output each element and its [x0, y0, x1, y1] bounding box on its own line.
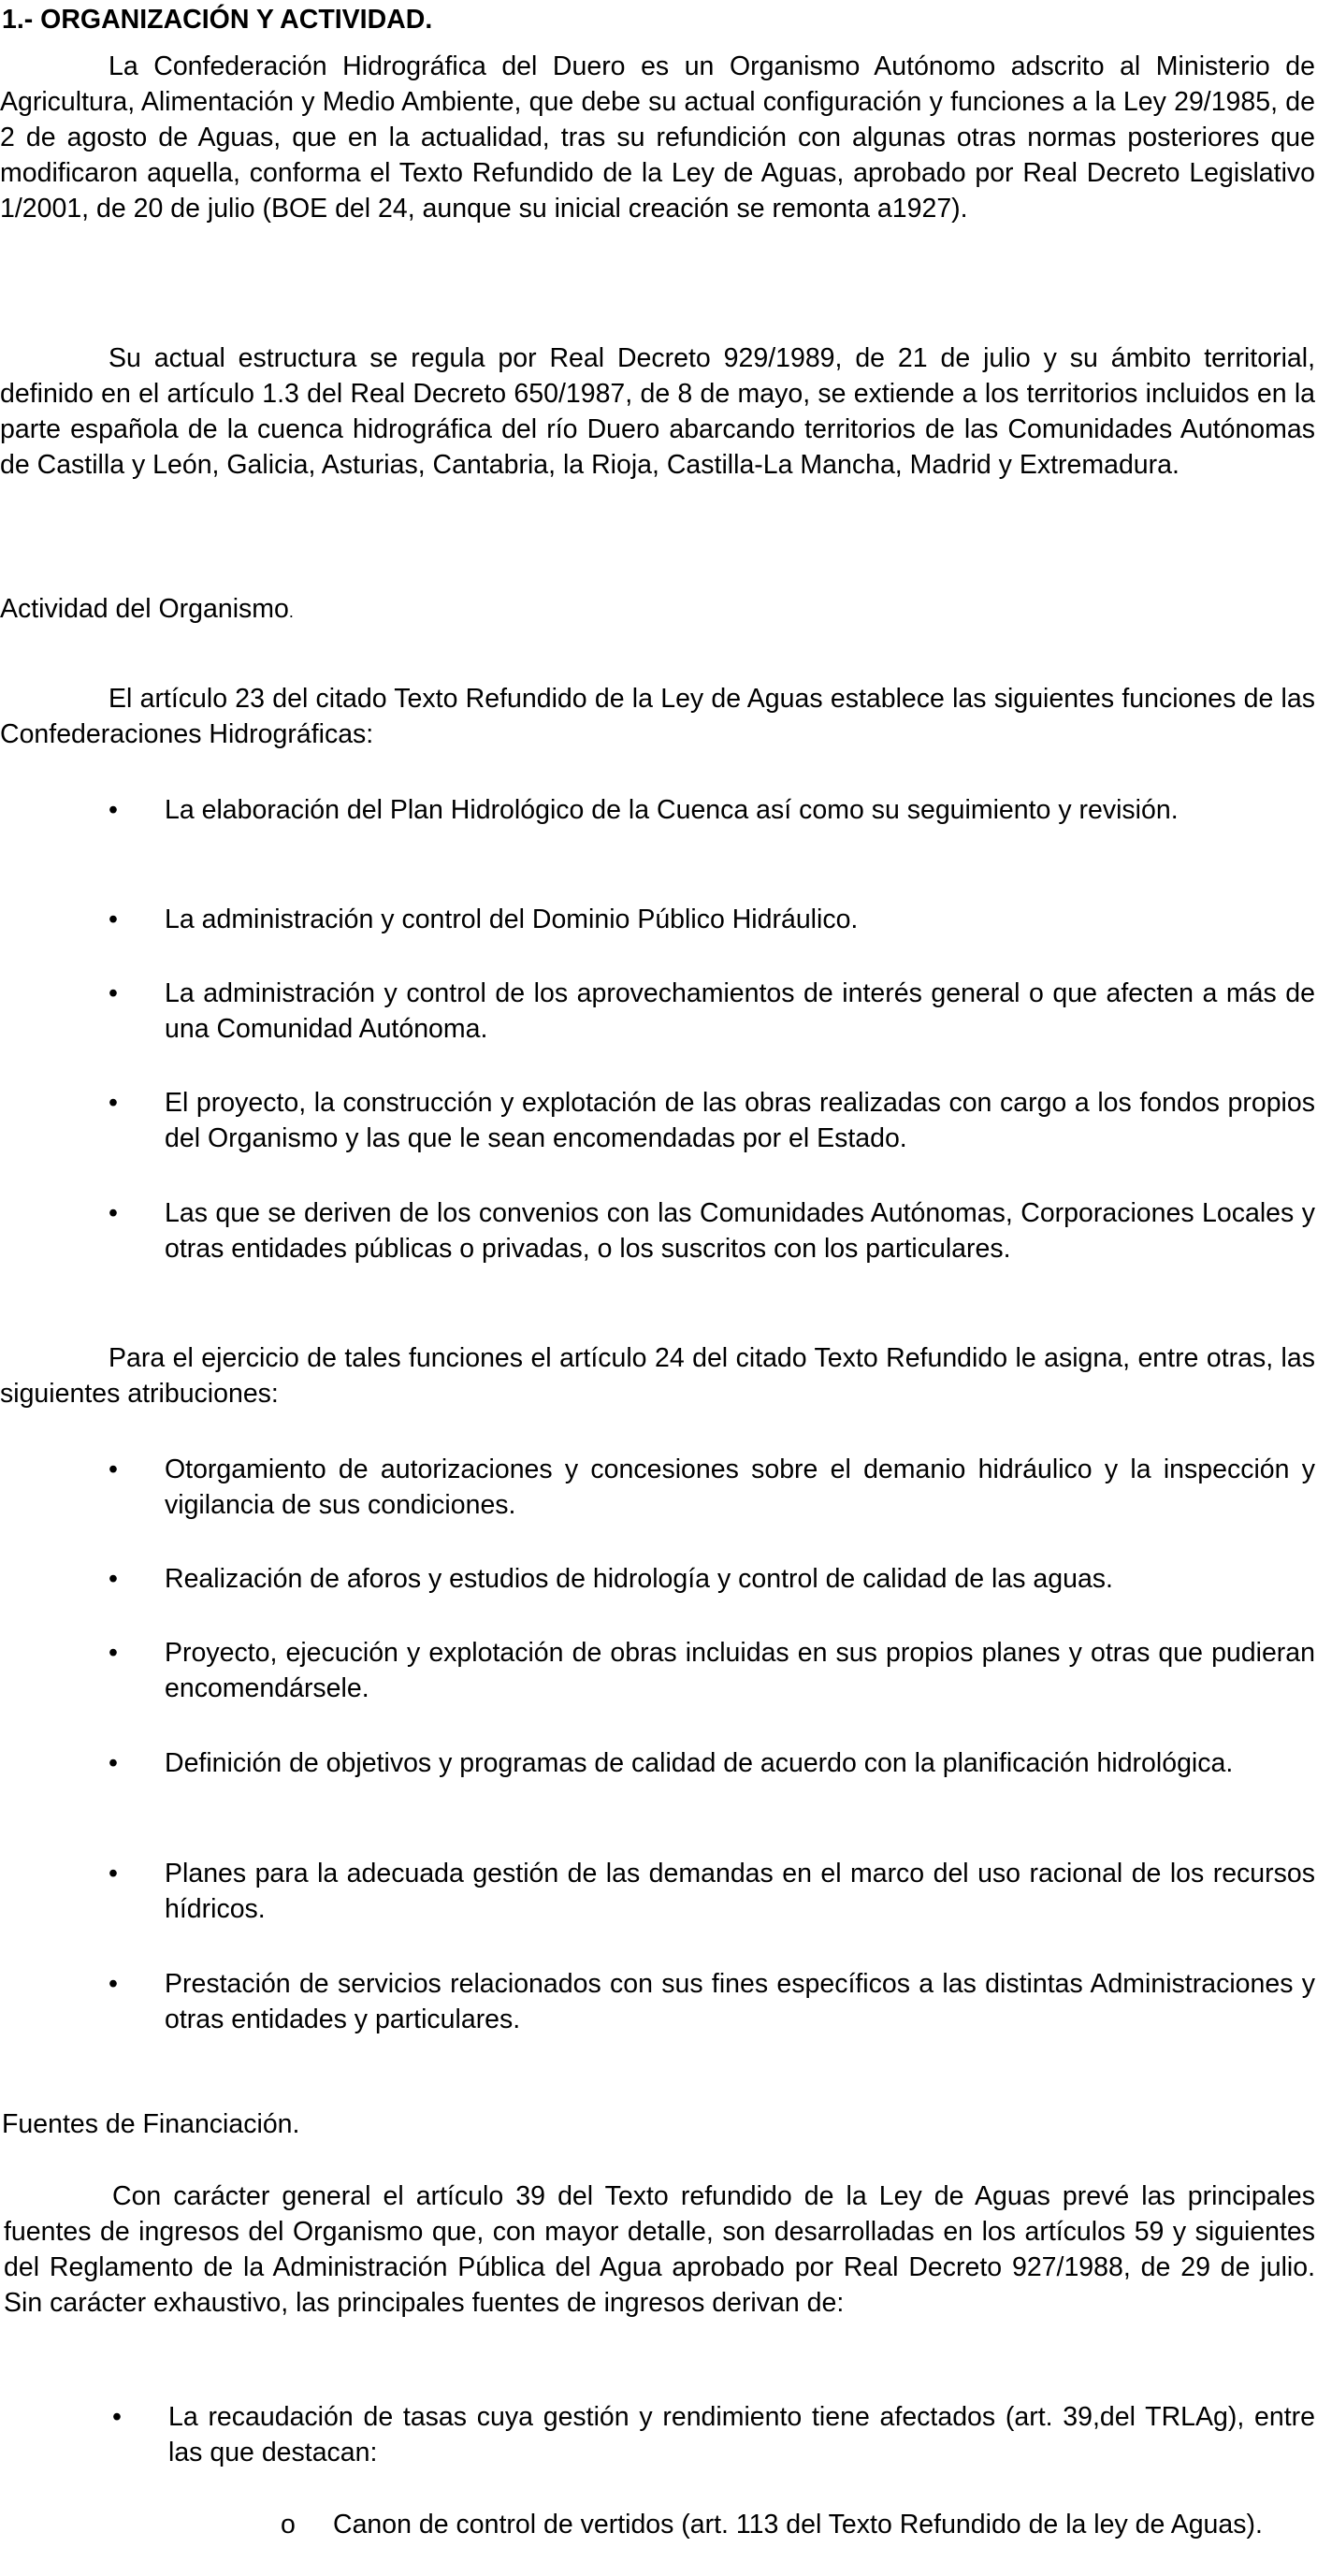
tasa-subitem-1: o Canon de control de vertidos (art. 113 del Texto Refundido de la ley de Aguas). [333, 2507, 1315, 2542]
actividad-heading-text: Actividad del Organismo [0, 594, 289, 624]
funcion-item-4: • El proyecto, la construcción y explotación de las obras realizadas con cargo a los fondos propios del Organismo y las que le sean encomendadas por el Estado. [165, 1085, 1315, 1156]
section-title: 1.- ORGANIZACIÓN Y ACTIVIDAD. [2, 5, 433, 35]
funcion-item-2: • La administración y control del Dominio Público Hidráulico. [165, 902, 1315, 937]
atribucion-item-4: • Definición de objetivos y programas de calidad de acuerdo con la planificación hidrológica. [165, 1745, 1315, 1781]
financiacion-heading: Fuentes de Financiación. [2, 2109, 300, 2139]
funcion-item-3: • La administración y control de los aprovechamientos de interés general o que afecten a más de una Comunidad Autónoma. [165, 976, 1315, 1047]
atribucion-item-1: • Otorgamiento de autorizaciones y concesiones sobre el demanio hidráulico y la inspección y vigilancia de sus condiciones. [165, 1452, 1315, 1523]
actividad-heading-dot: . [288, 602, 294, 621]
funcion-item-1: • La elaboración del Plan Hidrológico de la Cuenca así como su seguimiento y revisión. [165, 792, 1315, 828]
atribucion-item-6: • Prestación de servicios relacionados con sus fines específicos a las distintas Administraciones y otras entidades y particulares. [165, 1966, 1315, 2037]
intro-paragraph-2: Su actual estructura se regula por Real Decreto 929/1989, de 21 de julio y su ámbito territorial, definido en el artículo 1.3 del Real Decreto 650/1987, de 8 de mayo, se extiende a los territorios incluidos en la parte española de la cuenca hidrográfica del río Duero abarcando territorios de las Comunidades Autónomas de Castilla y León, Galicia, Asturias, Cantabria, la Rioja, Castilla-La Mancha, Madrid y Extremadura. [0, 343, 1315, 480]
atribucion-item-2: • Realización de aforos y estudios de hidrología y control de calidad de las aguas. [165, 1561, 1315, 1597]
intro-paragraph-1: La Confederación Hidrográfica del Duero es un Organismo Autónomo adscrito al Ministerio de Agricultura, Alimentación y Medio Ambiente, que debe su actual configuración y funciones a la Ley 29/1985, de 2 de agosto de Aguas, que en la actualidad, tras su refundición con algunas otras normas posteriores que modificaron aquella, conforma el Texto Refundido de la Ley de Aguas, aprobado por Real Decreto Legislativo 1/2001, de 20 de julio (BOE del 24, aunque su inicial creación se remonta a1927). [0, 51, 1315, 224]
actividad-heading [0, 591, 294, 630]
financiacion-intro: Con carácter general el artículo 39 del Texto refundido de la Ley de Aguas prevé las principales fuentes de ingresos del Organismo que, con mayor detalle, son desarrolladas en los artículos 59 y siguientes del Reglamento de la Administración Pública del Agua aprobado por Real Decreto 927/1988, de 29 de julio. Sin carácter exhaustivo, las principales fuentes de ingresos derivan de: [4, 2181, 1315, 2318]
actividad-intro: El artículo 23 del citado Texto Refundido de la Ley de Aguas establece las siguientes funciones de las Confederaciones Hidrográficas: [0, 684, 1315, 749]
atribuciones-intro: Para el ejercicio de tales funciones el artículo 24 del citado Texto Refundido le asigna, entre otras, las siguientes atribuciones: [0, 1343, 1315, 1409]
atribucion-item-3: • Proyecto, ejecución y explotación de obras incluidas en sus propios planes y otras que pudieran encomendársele. [165, 1635, 1315, 1706]
financiacion-item-1: • La recaudación de tasas cuya gestión y rendimiento tiene afectados (art. 39,del TRLAg), entre las que destacan: [168, 2399, 1315, 2470]
funcion-item-5: • Las que se deriven de los convenios con las Comunidades Autónomas, Corporaciones Locales y otras entidades públicas o privadas, o los suscritos con los particulares. [165, 1195, 1315, 1266]
atribucion-item-5: • Planes para la adecuada gestión de las demandas en el marco del uso racional de los recursos hídricos. [165, 1856, 1315, 1927]
